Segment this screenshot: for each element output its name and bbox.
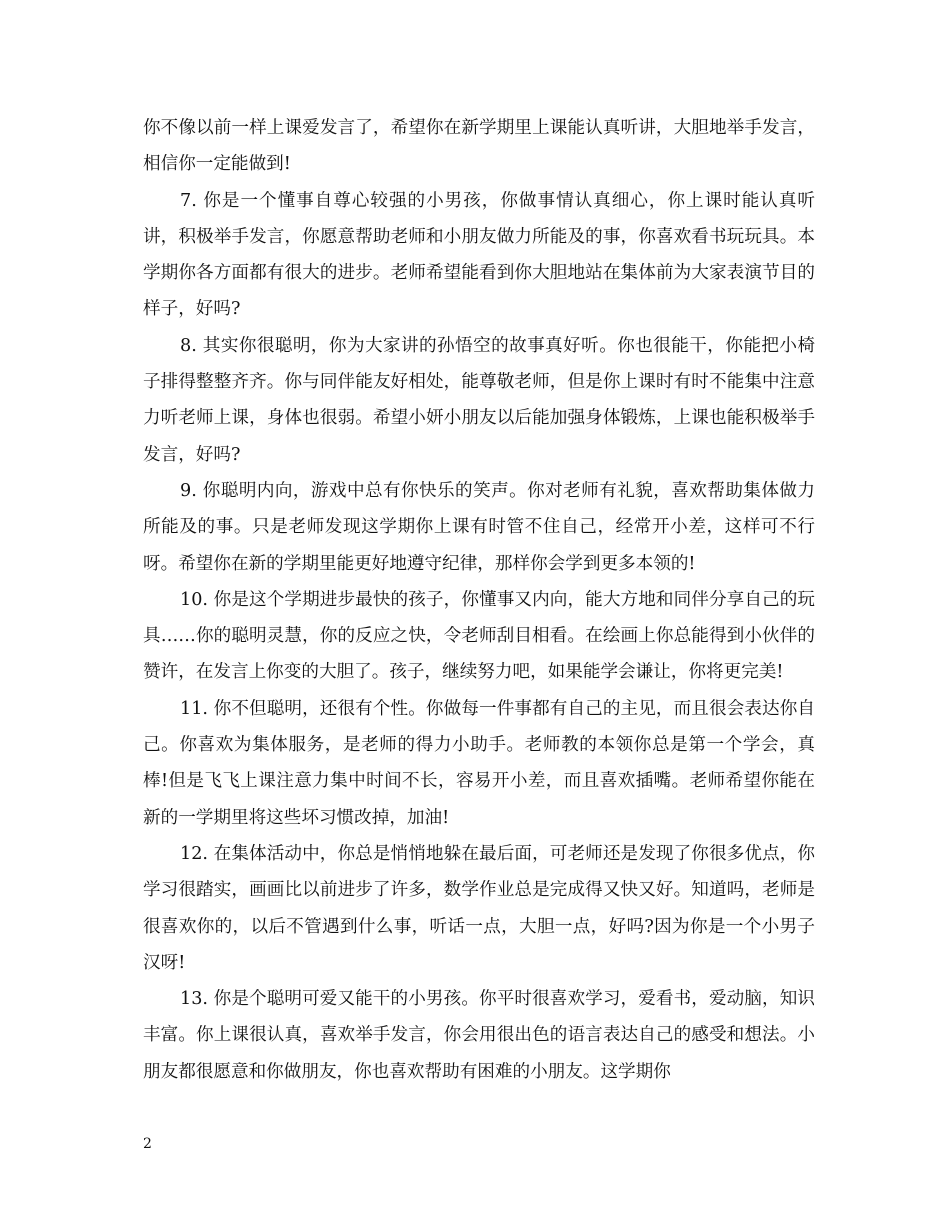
paragraph-item-11: 11. 你不但聪明，还很有个性。你做每一件事都有自己的主见，而且很会表达你自己。你喜欢为集体服务，是老师的得力小助手。老师教的本领你总是第一个学会，真棒!但是飞飞上课注意力集中时间不长，容易开小差，而且喜欢插嘴。老师希望你能在新的一学期里将这些坏习惯改掉，加油! [143,698,815,828]
paragraph-item-10: 10. 你是这个学期进步最快的孩子，你懂事又内向，能大方地和同伴分享自己的玩具……你的聪明灵慧，你的反应之快，令老师刮目相看。在绘画上你总能得到小伙伴的赞许，在发言上你变的大胆了。孩子，继续努力吧，如果能学会谦让，你将更完美! [143,589,815,683]
paragraph-item-13: 13. 你是个聪明可爱又能干的小男孩。你平时很喜欢学习，爱看书，爱动脑，知识丰富。你上课很认真，喜欢举手发言，你会用很出色的语言表达自己的感受和想法。小朋友都很愿意和你做朋友，你也喜欢帮助有困难的小朋友。这学期你 [143,989,815,1082]
paragraph-item-12: 12. 在集体活动中，你总是悄悄地躲在最后面，可老师还是发现了你很多优点，你学习很踏实，画画比以前进步了许多，数学作业总是完成得又快又好。知道吗，老师是很喜欢你的，以后不管遇到什么事，听话一点，大胆一点，好吗?因为你是一个小男子汉呀! [143,843,815,973]
paragraph-item-7: 7. 你是一个懂事自尊心较强的小男孩，你做事情认真细心，你上课时能认真听讲，积极举手发言，你愿意帮助老师和小朋友做力所能及的事，你喜欢看书玩玩具。本学期你各方面都有很大的进步。老师希望能看到你大胆地站在集体前为大家表演节目的样子，好吗? [143,190,815,320]
paragraph-item-9: 9. 你聪明内向，游戏中总有你快乐的笑声。你对老师有礼貌，喜欢帮助集体做力所能及的事。只是老师发现这学期你上课有时管不住自己，经常开小差，这样可不行呀。希望你在新的学期里能更好地遵守纪律，那样你会学到更多本领的! [143,480,815,574]
paragraph-continuation: 你不像以前一样上课爱发言了，希望你在新学期里上课能认真听讲，大胆地举手发言，相信你一定能做到! [143,118,815,175]
page-number: 2 [143,1136,152,1152]
paragraph-item-8: 8. 其实你很聪明，你为大家讲的孙悟空的故事真好听。你也很能干，你能把小椅子排得整整齐齐。你与同伴能友好相处，能尊敬老师，但是你上课时有时不能集中注意力听老师上课，身体也很弱。希望小妍小朋友以后能加强身体锻炼，上课也能积极举手发言，好吗? [143,335,815,465]
document-body [143,110,815,1090]
